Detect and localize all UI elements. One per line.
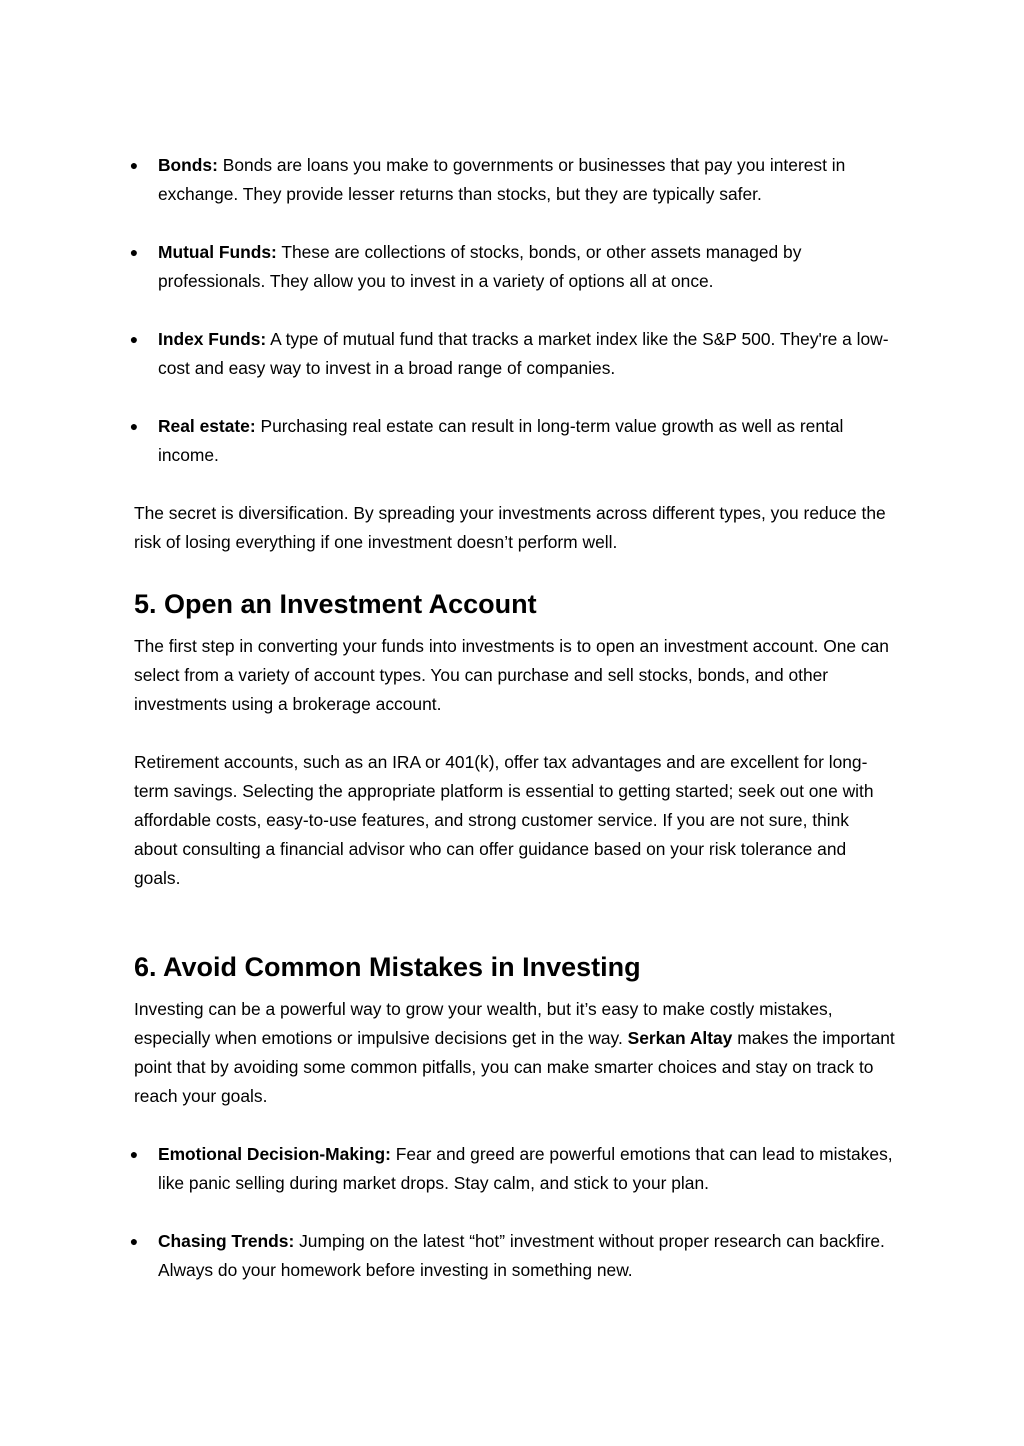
term-label: Index Funds:: [158, 329, 267, 349]
author-name: Serkan Altay: [627, 1028, 733, 1048]
term-description: These are collections of stocks, bonds, or other assets managed by professionals. They allow you to invest in a variety of options all at once.: [158, 242, 802, 291]
list-item-mutual-funds: [129, 238, 896, 296]
list-item-emotional-decisions: [129, 1140, 896, 1198]
term-description: Purchasing real estate can result in long-term value growth as well as rental income.: [158, 416, 844, 465]
section-5-paragraph-1: The first step in converting your funds into investments is to open an investment account. One can select from a variety of account types. You can purchase and sell stocks, bonds, and other investments using a brokerage account.: [134, 636, 889, 714]
term-label: Bonds:: [158, 155, 218, 175]
bullet-icon: ●: [129, 244, 139, 260]
section-5-paragraph-2: Retirement accounts, such as an IRA or 401(k), offer tax advantages and are excellent for long-term savings. Selecting the appropriate platform is essential to getting started; seek out one with affordable costs, easy-to-use features, and strong customer service. If you are not sure, think about consulting a financial advisor who can offer guidance based on your risk tolerance and goals.: [134, 752, 874, 888]
term-label: Emotional Decision-Making:: [158, 1144, 391, 1164]
term-description: A type of mutual fund that tracks a market index like the S&P 500. They're a low-cost and easy way to invest in a broad range of companies.: [158, 329, 889, 378]
list-item-bonds: [129, 151, 896, 209]
bullet-icon: ●: [129, 1233, 139, 1249]
list-item-real-estate: [129, 412, 896, 470]
investment-types-list: [129, 151, 896, 470]
intro-text-before: Investing can be a powerful way to grow your wealth, but it’s easy to make costly mistakes, especially when emotions or impulsive decisions get in the way.: [134, 999, 833, 1048]
term-label: Real estate:: [158, 416, 256, 436]
term-label: Mutual Funds:: [158, 242, 277, 262]
term-label: Chasing Trends:: [158, 1231, 295, 1251]
bullet-icon: ●: [129, 1146, 139, 1162]
term-description: Fear and greed are powerful emotions that can lead to mistakes, like panic selling during market drops. Stay calm, and stick to your plan.: [158, 1144, 893, 1193]
document-page: [129, 151, 896, 1314]
diversification-paragraph: The secret is diversification. By spreading your investments across different types, you reduce the risk of losing everything if one investment doesn’t perform well.: [134, 503, 886, 552]
bullet-icon: ●: [129, 418, 139, 434]
term-description: Jumping on the latest “hot” investment without proper research can backfire. Always do your homework before investing in something new.: [158, 1231, 885, 1280]
bullet-icon: ●: [129, 157, 139, 173]
list-item-chasing-trends: [129, 1227, 896, 1285]
section-5-heading: 5. Open an Investment Account: [134, 589, 537, 619]
list-item-index-funds: [129, 325, 896, 383]
section-6-intro: [134, 995, 896, 1111]
section-6-heading: 6. Avoid Common Mistakes in Investing: [134, 952, 641, 982]
intro-text-after: makes the important point that by avoiding some common pitfalls, you can make smarter choices and stay on track to reach your goals.: [134, 1028, 895, 1106]
term-description: Bonds are loans you make to governments or businesses that pay you interest in exchange. They provide lesser returns than stocks, but they are typically safer.: [158, 155, 846, 204]
bullet-icon: ●: [129, 331, 139, 347]
mistakes-list: [129, 1140, 896, 1285]
